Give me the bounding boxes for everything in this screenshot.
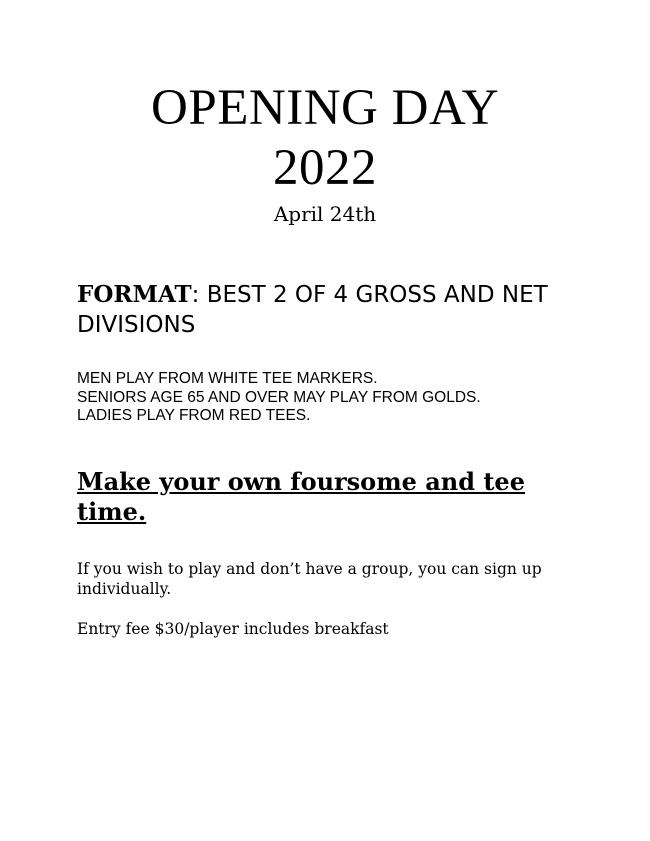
foursome-heading: Make your own foursome and tee time.: [77, 467, 525, 526]
entry-fee-note: Entry fee $30/player includes breakfast: [77, 620, 389, 638]
title-block: [0, 78, 650, 228]
ladies-tee-line: LADIES PLAY FROM RED TEES.: [77, 407, 311, 424]
seniors-tee-line: SENIORS AGE 65 AND OVER MAY PLAY FROM GOLDS.: [77, 388, 481, 406]
format-text: : BEST 2 OF 4 GROSS AND NET DIVISIONS: [77, 282, 548, 338]
signup-note: If you wish to play and don’t have a group, you can sign up individually.: [77, 560, 542, 598]
format-label: FORMAT: [77, 281, 192, 308]
event-year: 2022: [273, 140, 377, 196]
event-date: April 24th: [273, 202, 377, 226]
tee-markers-info: [77, 370, 597, 426]
event-title: OPENING DAY: [151, 80, 499, 136]
format-statement: [77, 280, 577, 340]
men-tee-line: MEN PLAY FROM WHITE TEE MARKERS.: [77, 370, 378, 387]
